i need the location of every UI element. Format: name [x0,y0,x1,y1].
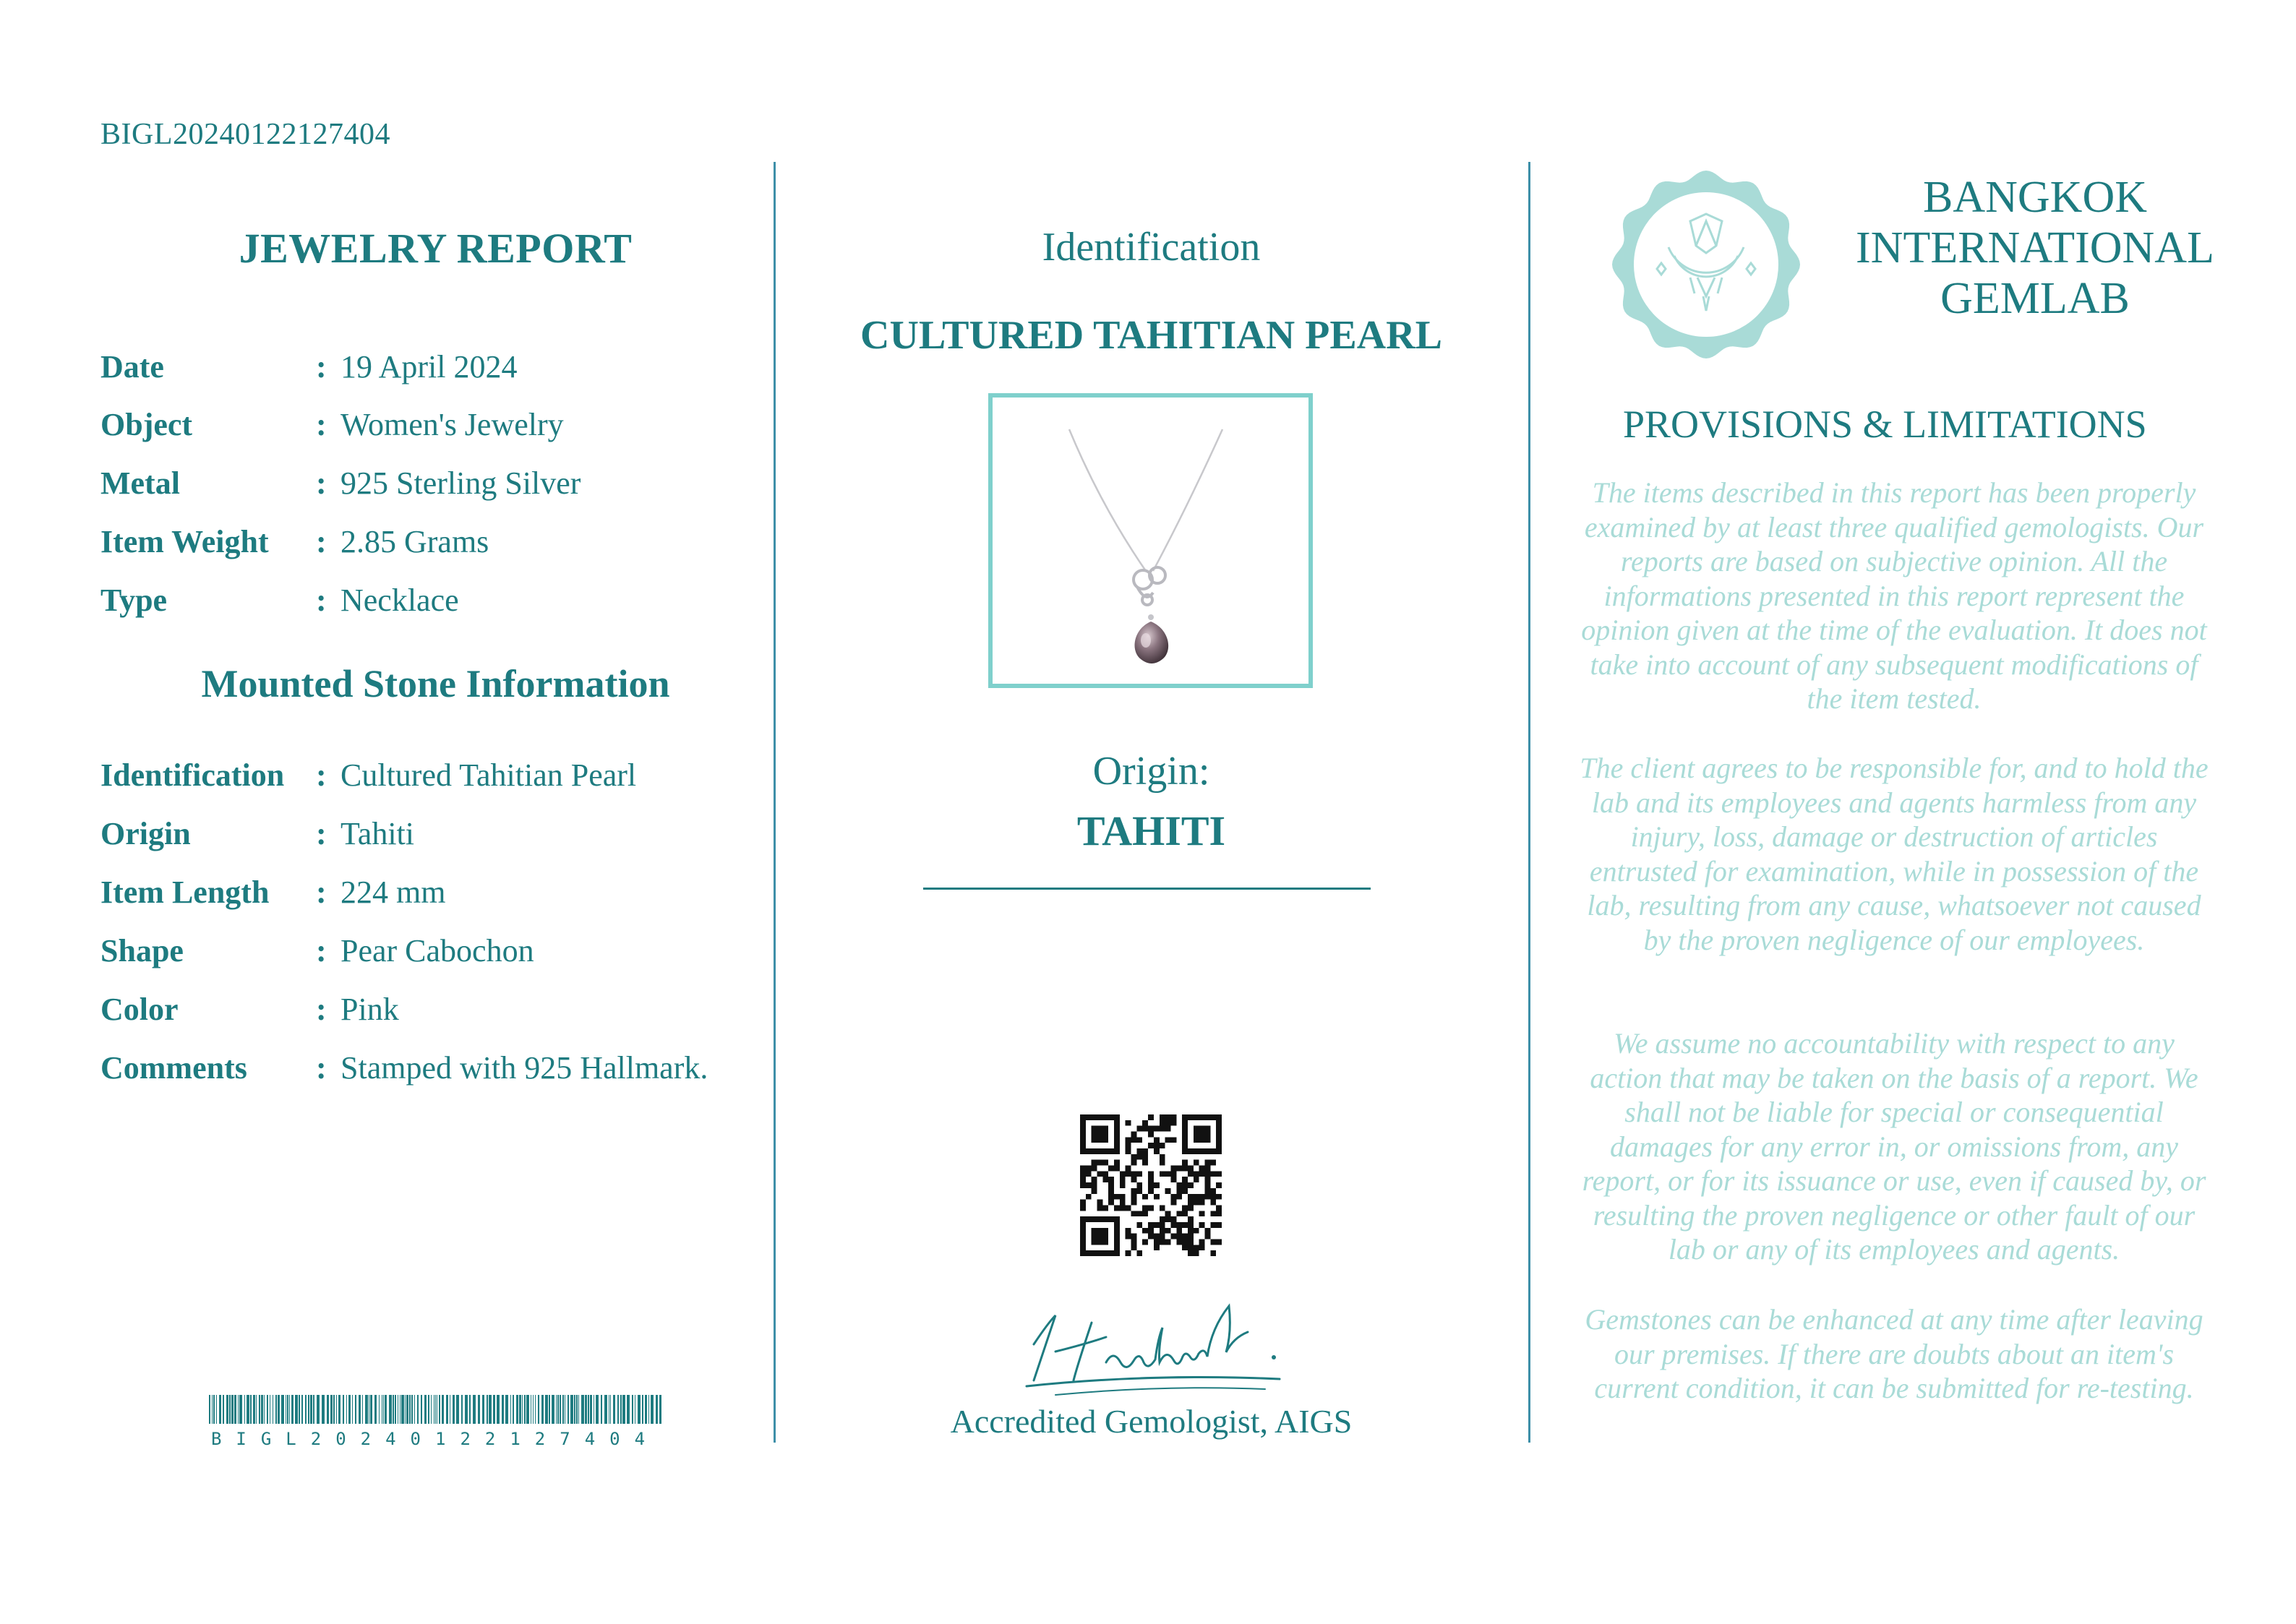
identification-label: Identification [1042,225,1261,270]
field-value: 224 mm [340,875,446,910]
field-value: 925 Sterling Silver [340,465,581,501]
column-divider-right [1528,162,1530,1443]
field-label: Type [100,583,168,618]
lab-name-line: BANGKOK [1923,173,2147,222]
field-value: Cultured Tahitian Pearl [340,757,637,793]
provisions-paragraph: The items described in this report has been properly examined by at least three qualified gemologists. Our reports are based on subjective opinion. All the informations presented in this report represent the opinion given at the time of the evaluation. It does not take into account of any subsequent modifications of the item tested. [1581,476,2207,715]
origin-value: TAHITI [1076,807,1226,854]
lab-name-line: INTERNATIONAL [1856,223,2214,272]
report-number: BIGL20240122127404 [100,118,390,151]
field-value: 2.85 Grams [340,524,489,559]
necklace-image [993,398,1308,684]
field-label: Color [100,992,179,1027]
provisions-paragraph: We assume no accountability with respect to any action that may be taken on the basis of a report. We shall not be liable for special or consequential damages for any error in, or omissions from, any report, or for its issuance or use, even if caused by, or resulting the proven negligence or other fault of our lab or any of its employees and agents. [1582,1027,2206,1266]
field-label: Object [100,407,193,442]
provisions-paragraph: The client agrees to be responsible for, and to hold the lab and its employees and agents harmless from any injury, loss, damage or destruction of articles entrusted for examination, while in possession of the lab, resulting from any cause, whatsoever not caused by the proven negligence of our employees. [1580,752,2209,956]
field-separator: : [316,349,327,384]
field-separator: : [316,524,327,559]
lab-name [1851,172,2219,324]
field-label: Metal [100,465,180,501]
field-separator: : [316,407,327,442]
origin-underline [923,888,1371,890]
field-separator: : [316,1050,327,1086]
item-photo [988,393,1313,688]
field-separator: : [316,465,327,501]
field-label: Shape [100,933,184,968]
field-label: Identification [100,757,285,793]
field-label: Origin [100,816,191,851]
barcode-text: BIGL20240122127404 [210,1429,660,1449]
field-value: Women's Jewelry [340,407,564,442]
field-separator: : [316,933,327,968]
field-separator: : [316,992,327,1027]
field-separator: : [316,875,327,910]
field-separator: : [316,583,327,618]
lab-seal-logo [1611,169,1802,360]
provisions-title: PROVISIONS & LIMITATIONS [1623,403,2147,446]
report-title: JEWELRY REPORT [239,225,633,272]
qr-code-icon[interactable] [1080,1114,1222,1256]
field-separator: : [316,757,327,793]
column-divider-left [774,162,776,1443]
gemologist-title: Accredited Gemologist, AIGS [950,1403,1353,1440]
barcode-icon [209,1395,661,1424]
field-value: Stamped with 925 Hallmark. [340,1050,708,1086]
identification-value: CULTURED TAHITIAN PEARL [860,313,1442,358]
field-value: Pink [340,992,399,1027]
lab-name-line: GEMLAB [1940,274,2130,323]
field-label: Item Length [100,875,270,910]
origin-label: Origin: [1092,749,1210,794]
field-label: Item Weight [100,524,269,559]
field-label: Comments [100,1050,247,1086]
field-value: 19 April 2024 [340,349,518,384]
provisions-paragraph: Gemstones can be enhanced at any time after leaving our premises. If there are doubts about an item's current condition, it can be submitted for re-testing. [1585,1303,2203,1404]
field-value: Tahiti [340,816,415,851]
field-label: Date [100,349,164,384]
signature-mark [1005,1294,1294,1402]
field-value: Pear Cabochon [340,933,534,968]
field-separator: : [316,816,327,851]
mounted-stone-section-title: Mounted Stone Information [201,662,670,705]
field-value: Necklace [340,583,459,618]
